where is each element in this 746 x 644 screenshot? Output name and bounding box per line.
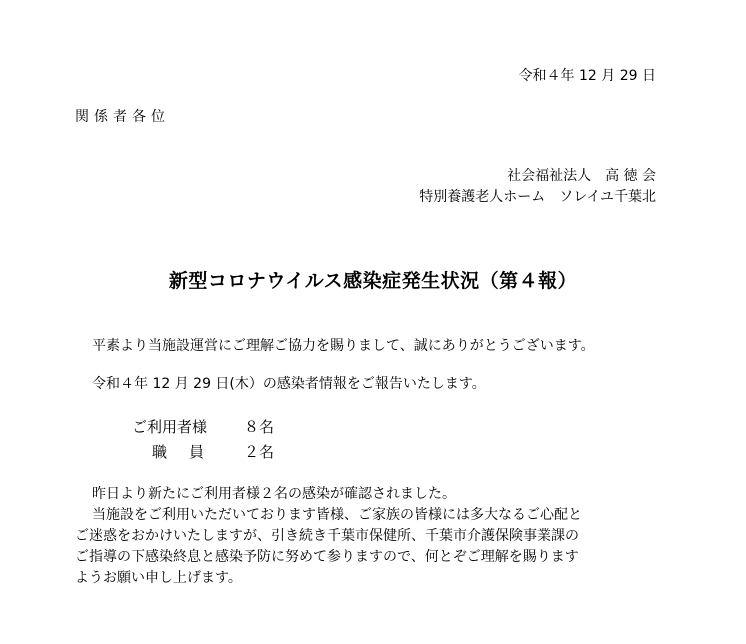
report-intro-line: 令和４年 12 月 29 日(木）の感染者情報をご報告いたします。 bbox=[92, 376, 486, 392]
count-row-staff bbox=[152, 442, 274, 462]
paragraph-line: ご迷惑をおかけいたしますが、引き続き千葉市保健所、千葉市介護保険事業課の bbox=[75, 528, 579, 544]
organization-corporation: 社会福祉法人 高 徳 会 bbox=[507, 168, 656, 184]
recipient-line: 関係者各位 bbox=[75, 109, 170, 125]
paragraph-line: ご指導の下感染終息と感染予防に努めて参りますので、何とぞご理解を賜ります bbox=[75, 549, 579, 565]
paragraph-line: 当施設をご利用いただいております皆様、ご家族の皆様には多大なるご心配と bbox=[92, 507, 582, 523]
count-value: ２名 bbox=[244, 443, 275, 461]
count-value: ８名 bbox=[244, 418, 275, 436]
organization-facility: 特別養護老人ホーム ソレイユ千葉北 bbox=[419, 189, 656, 205]
document-date: 令和４年 12 月 29 日 bbox=[518, 68, 656, 84]
count-label: 職員 bbox=[152, 443, 227, 461]
document-title: 新型コロナウイルス感染症発生状況（第４報） bbox=[168, 270, 578, 292]
count-label: ご利用者様 bbox=[132, 418, 208, 436]
greeting-line: 平素より当施設運営にご理解ご協力を賜りまして、誠にありがとうございます。 bbox=[92, 338, 595, 354]
paragraph-line: 昨日より新たにご利用者様２名の感染が確認されました。 bbox=[92, 486, 456, 502]
paragraph-line: ようお願い申し上げます。 bbox=[75, 570, 242, 586]
count-row-residents bbox=[132, 417, 274, 437]
